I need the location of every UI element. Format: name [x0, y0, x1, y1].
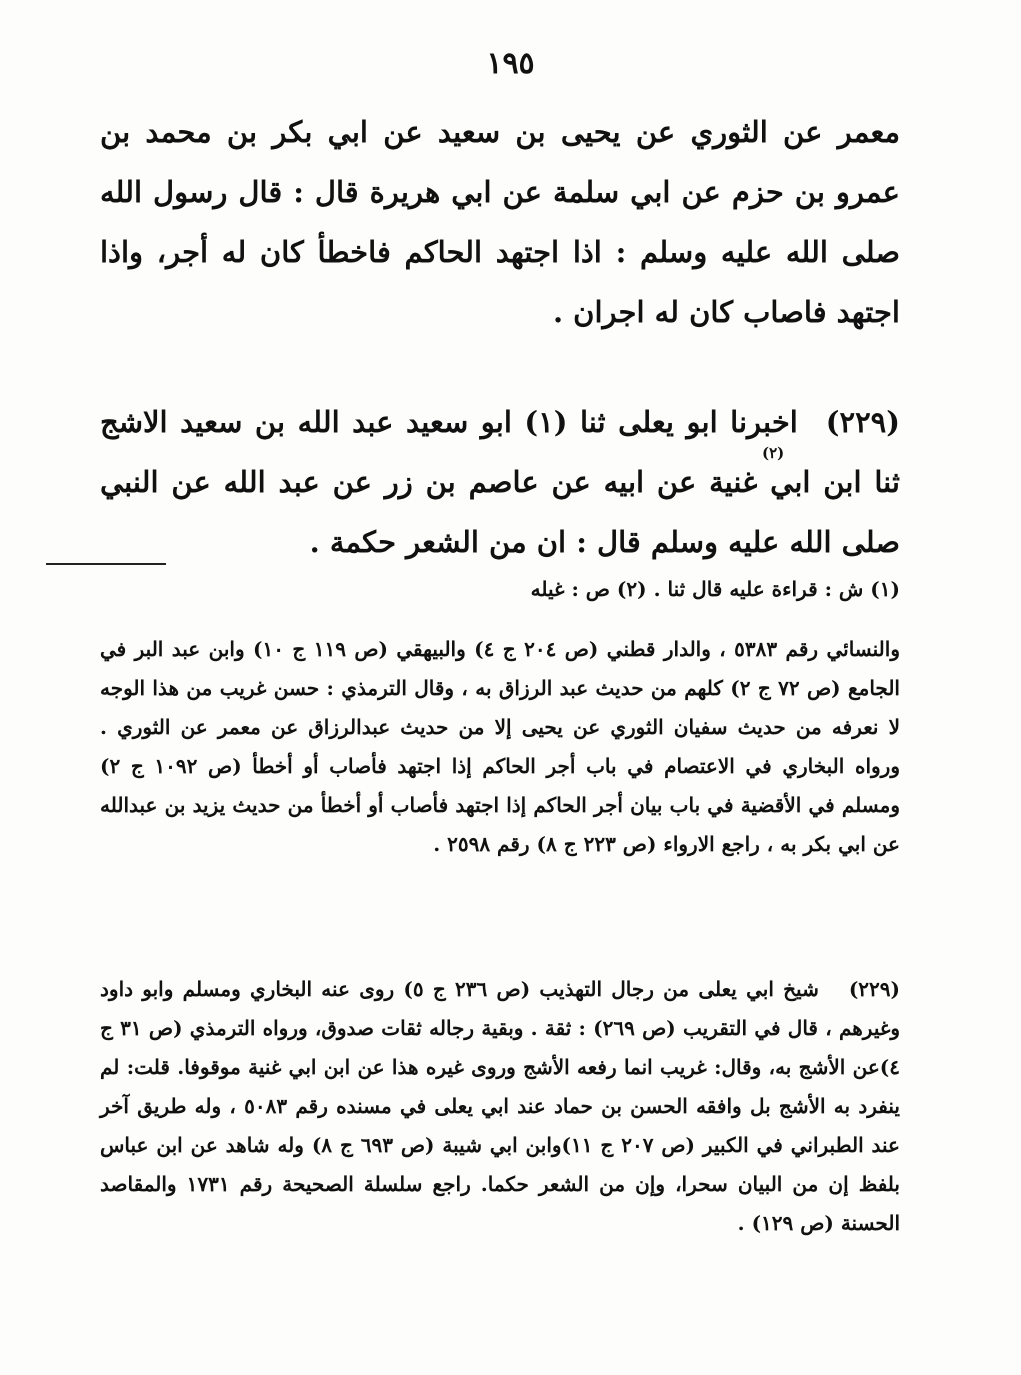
hadith-number: (٢٢٩) — [825, 405, 900, 439]
hadith-text: اخبرنا ابو يعلى ثنا (١) ابو سعيد عبد الله بن سعيد الاشج ثنا ابن ابي غنية عن ابيه عن عاصم بن زر عن عبد الله عن النبي صلى الله عليه وسلم قال : ان من الشعر حكمة . — [100, 405, 900, 559]
footnote-divider — [46, 563, 166, 565]
hadith-paragraph: معمر عن الثوري عن يحيى بن سعيد عن ابي بكر بن محمد بن عمرو بن حزم عن ابي سلمة عن ابي هريرة قال : قال رسول الله صلى الله عليه وسلم : اذا اجتهد الحاكم فاخطأ كان له أجر، واذا اجتهد فاصاب كان له اجران . — [100, 115, 900, 329]
hadith-229 — [100, 392, 900, 572]
hadith-paragraph — [100, 392, 900, 572]
commentary-number: (٢٢٩) — [848, 977, 900, 1001]
commentary-hadith-229 — [100, 970, 900, 1243]
footnote-line: (١) ش : قراءة عليه قال ثنا . (٢) ص : غيله — [530, 577, 900, 601]
hadith-text-continued — [100, 102, 900, 342]
footnote-marker: (٢) — [762, 444, 785, 462]
commentary-paragraph: والنسائي رقم ٥٣٨٣ ، والدار قطني (ص ٢٠٤ ج ٤) والبيهقي (ص ١١٩ ج ١٠) وابن عبد البر في الجامع (ص ٧٢ ج ٢) كلهم من حديث عبد الرزاق به ، وقال الترمذي : حسن غريب من هذا الوجه لا نعرفه من حديث سفيان الثوري عن يحيى إلا من حديث عبدالرزاق عن معمر عن الثوري . ورواه البخاري في الاعتصام في باب أجر الحاكم إذا اجتهد فأصاب أو أخطأ (ص ١٠٩٢ ج ٢) ومسلم في الأقضية في باب بيان أجر الحاكم إذا اجتهد فأصاب أو أخطأ من حديث يزيد بن عبدالله عن ابي بكر به ، راجع الارواء (ص ٢٢٣ ج ٨) رقم ٢٥٩٨ . — [100, 637, 900, 856]
commentary-previous-hadith — [100, 630, 900, 864]
commentary-text: شيخ ابي يعلى من رجال التهذيب (ص ٢٣٦ ج ٥) روى عنه البخاري ومسلم وابو داود وغيرهم ، قال في التقريب (ص ٢٦٩) : ثقة . وبقية رجاله ثقات صدوق، ورواه الترمذي (ص ٣١ ج ٤)عن الأشج به، وقال: غريب انما رفعه الأشج وروى غيره هذا عن ابن ابي غنية موقوفا. قلت: لم ينفرد به الأشج بل وافقه الحسن بن حماد عند ابي يعلى في مسنده رقم ٥٠٨٣ ، وله طريق آخر عند الطبراني في الكبير (ص ٢٠٧ ج ١١)وابن ابي شيبة (ص ٦٩٣ ج ٨) وله شاهد عن ابن عباس بلفظ إن من البيان سحرا، وإن من الشعر حكما. راجع سلسلة الصحيحة رقم ١٧٣١ والمقاصد الحسنة (ص ١٢٩) . — [100, 977, 900, 1235]
commentary-paragraph — [100, 970, 900, 1243]
variant-footnotes — [100, 570, 900, 609]
page-number: ١٩٥ — [486, 46, 535, 81]
